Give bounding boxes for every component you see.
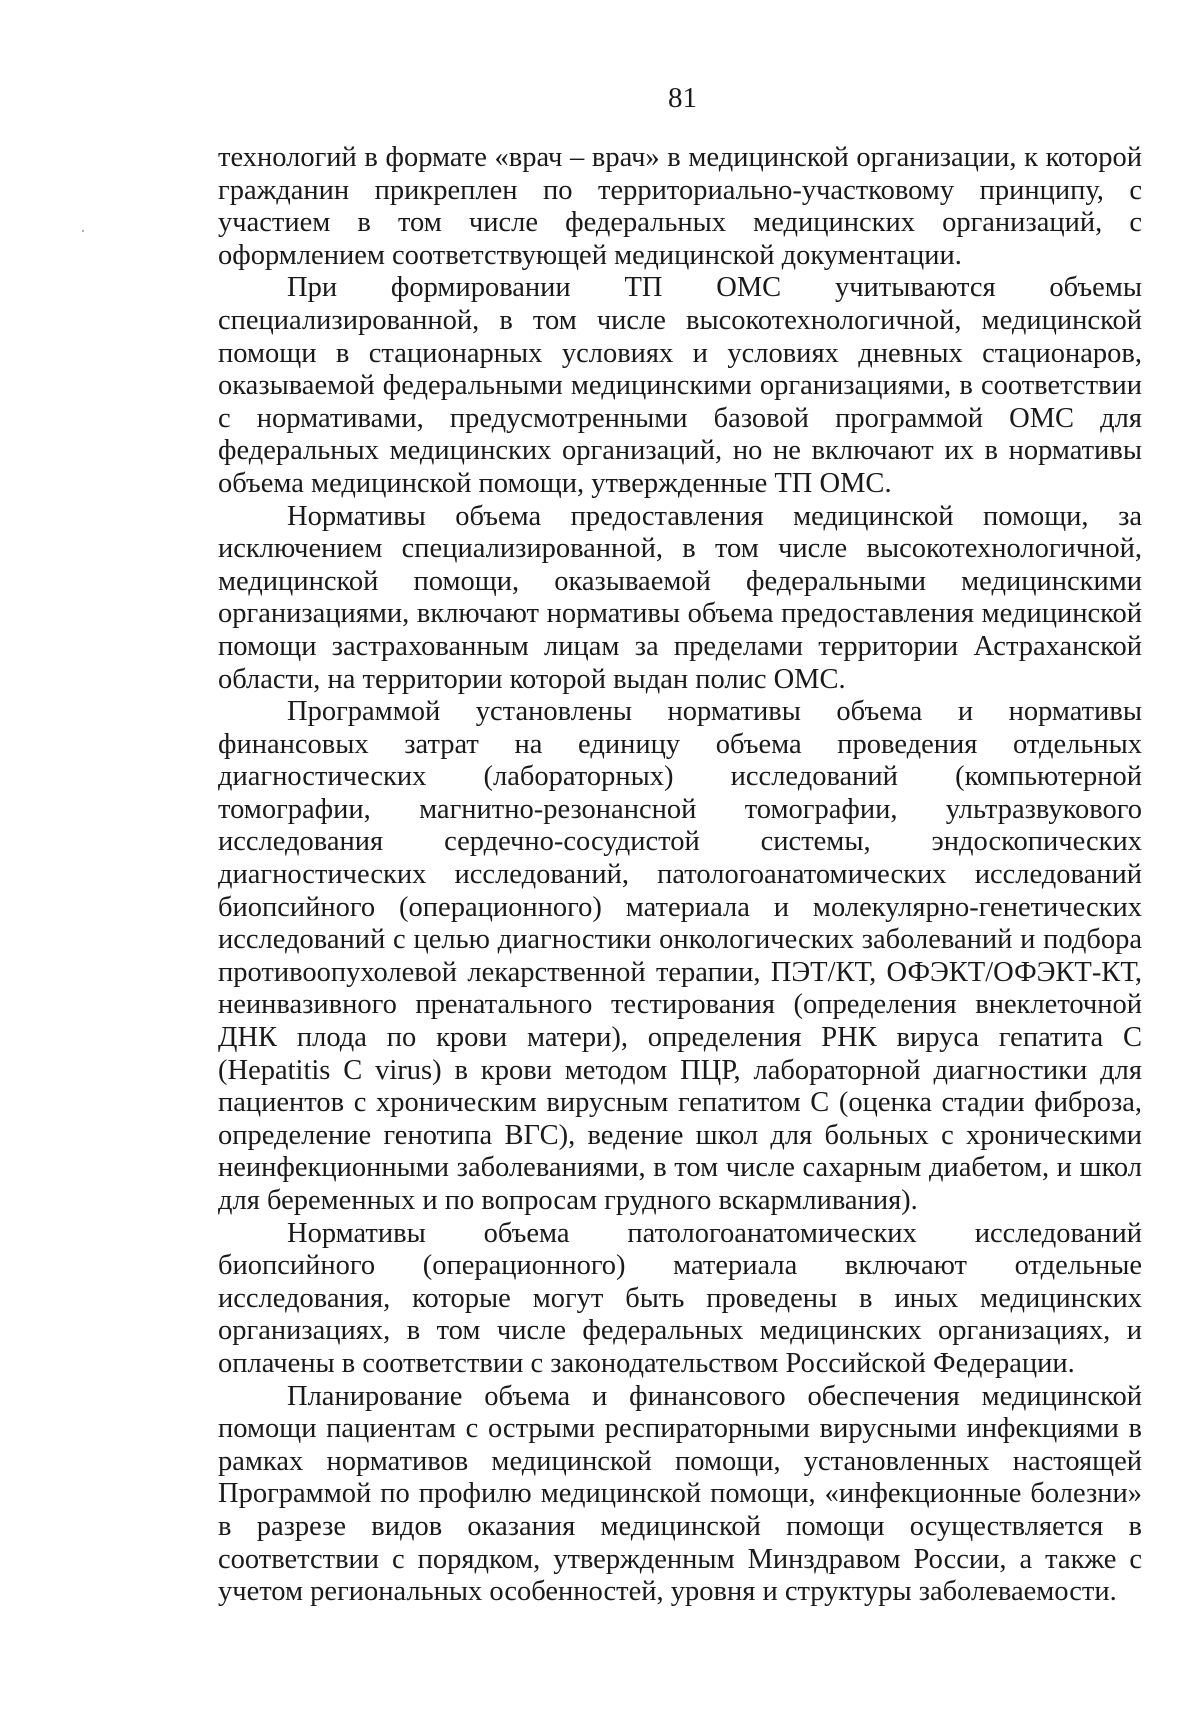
scan-speck [82,230,84,232]
document-body [218,142,1142,1609]
paragraph-volume-norms: Нормативы объема предоставления медицинской помощи, за исключением специализированной, в том числе высокотехнологичной, медицинской помощи, оказываемой федеральными медицинскими организациями, включают нормативы объема предоставления медицинской помощи застрахованным лицам за пределами территории Астраханской области, на территории которой выдан полис ОМС. [218,500,1142,695]
paragraph-arvi-planning: Планирование объема и финансового обеспечения медицинской помощи пациентам с острыми респираторными вирусными инфекциями в рамках нормативов медицинской помощи, установленных настоящей Программой по профилю медицинской помощи, «инфекционные болезни» в разрезе видов оказания медицинской помощи осуществляется в соответствии с порядком, утвержденным Минздравом России, а также с учетом региональных особенностей, уровня и структуры заболеваемости. [218,1380,1142,1608]
paragraph-federal-volumes: При формировании ТП ОМС учитываются объемы специализированной, в том числе высокотехнологичной, медицинской помощи в стационарных условиях и условиях дневных стационаров, оказываемой федеральными медицинскими организациями, в соответствии с нормативами, предусмотренными базовой программой ОМС для федеральных медицинских организаций, но не включают их в нормативы объема медицинской помощи, утвержденные ТП ОМС. [218,272,1142,499]
paragraph-continuation: технологий в формате «врач – врач» в медицинской организации, к которой гражданин прикреплен по территориально-участковому принципу, с участием в том числе федеральных медицинских организаций, с оформлением соответствующей медицинской документации. [218,142,1142,271]
paragraph-pathology-norms: Нормативы объема патологоанатомических исследований биопсийного (операционного) материала включают отдельные исследования, которые могут быть проведены в иных медицинских организациях, в том числе федеральных медицинских организациях, и оплачены в соответствии с законодательством Российской Федерации. [218,1217,1142,1379]
page-number: 81 [668,82,697,114]
paragraph-diagnostic-norms: Программой установлены нормативы объема и нормативы финансовых затрат на единицу объема проведения отдельных диагностических (лабораторных) исследований (компьютерной томографии, магнитно-резонансной томографии, ультразвукового исследования сердечно-сосудистой системы, эндоскопических диагностических исследований, патологоанатомических исследований биопсийного (операционного) материала и молекулярно-генетических исследований с целью диагностики онкологических заболеваний и подбора противоопухолевой лекарственной терапии, ПЭТ/КТ, ОФЭКТ/ОФЭКТ-КТ, неинвазивного пренатального тестирования (определения внеклеточной ДНК плода по крови матери), определения РНК вируса гепатита С (Hepatitis C virus) в крови методом ПЦР, лабораторной диагностики для пациентов с хроническим вирусным гепатитом С (оценка стадии фиброза, определение генотипа ВГС), ведение школ для больных с хроническими неинфекционными заболеваниями, в том числе сахарным диабетом, и школ для беременных и по вопросам грудного вскармливания). [218,696,1142,1216]
